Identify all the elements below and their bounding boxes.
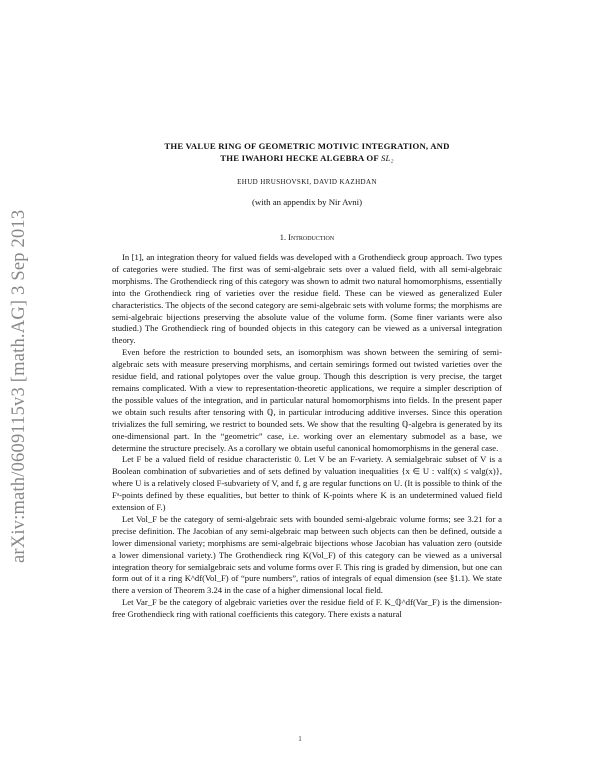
- paragraph: In [1], an integration theory for valued fields was developed with a Grothendieck group approach. Two types of categories were studied. The first was of semi-algebraic sets over a valued field, with all semi-algebraic morphisms. The Grothendieck ring of this category was shown to admit two natural homomorphisms, essentially into the Grothendieck ring of varieties over the residue field. These can be viewed as generalized Euler characteristics. The objects of the second category are semi-algebraic sets with volume forms; the morphisms are semi-algebraic bijections preserving the absolute value of the volume form. (Some finer variants were also studied.) The Grothendieck ring of bounded objects in this category can be viewed as a universal integration theory.: [112, 252, 502, 346]
- paragraph: Let Var_F be the category of algebraic varieties over the residue field of F. K_ℚ^df(Var_F) is the dimension-free Grothendieck ring with rational coefficients this category. There exists a natural: [112, 597, 502, 620]
- page-number: 1: [298, 735, 302, 743]
- title-math-sl2: SL₂: [380, 153, 394, 163]
- title-line-1: THE VALUE RING OF GEOMETRIC MOTIVIC INTEGRATION, AND: [164, 141, 450, 151]
- paragraph: Let Vol_F be the category of semi-algebraic sets with bounded semi-algebraic volume forms; see 3.21 for a precise definition. The Jacobian of any semi-algebraic map between such objects can then be defined, outside a lower dimensional variety; morphisms are semi-algebraic bijections whose Jacobian has valuation zero (outside a lower dimensional variety.) The Grothendieck ring K(Vol_F) of this category can be viewed as a universal integration theory for semialgebraic sets and volume forms over F. This ring is graded by dimension, but one can form out of it a ring K^df(Vol_F) of “pure numbers”, ratios of integrals of equal dimension (see §1.1). We state there a version of Theorem 3.24 in the case of a higher dimensional local field.: [112, 513, 502, 596]
- authors: EHUD HRUSHOVSKI, DAVID KAZHDAN: [237, 178, 377, 186]
- appendix-note: (with an appendix by Nir Avni): [251, 197, 363, 207]
- paragraph: Let F be a valued field of residue characteristic 0. Let V be an F-variety. A semialgebraic subset of V is a Boolean combination of subvarieties and of sets defined by valuation inequalities {x ∈ U : valf(x) ≤ valg(x)}, where U is a relatively closed F-subvariety of V, and f, g are regular functions on U. (It is possible to think of the Fᵃ-points defined by these equalities, but better to think of K-points where K is an undetermined valued field extension of F.): [112, 454, 502, 513]
- paper-page: [112, 140, 502, 621]
- title-line-2-text: THE IWAHORI HECKE ALGEBRA OF: [220, 153, 381, 163]
- title-line-2: [112, 152, 502, 164]
- paragraph: Even before the restriction to bounded sets, an isomorphism was shown between the semiring of semi-algebraic sets with measure preserving morphisms, and certain semirings formed out twisted varieties over the residue field, and rational polytopes over the value group. Though this description is very precise, the target remains complicated. With a view to representation-theoretic applications, we require a simpler description of the possible values of the integration, and in particular natural homomorphisms into fields. In the present paper we obtain such results after tensoring with ℚ, in particular introducing additive inverses. Since this operation trivializes the full semiring, we restrict to bounded sets. We show that the resulting ℚ-algebra is generated by its one-dimensional part. In the “geometric” case, i.e. working over an elementary submodel as a base, we determine the structure precisely. As a corollary we obtain useful canonical homomorphisms in the general case.: [112, 347, 502, 453]
- paper-title: [112, 140, 502, 164]
- section-heading-introduction: 1. Introduction: [279, 233, 335, 242]
- arxiv-identifier-stamp: arXiv:math/0609115v3 [math.AG] 3 Sep 2013: [9, 209, 29, 563]
